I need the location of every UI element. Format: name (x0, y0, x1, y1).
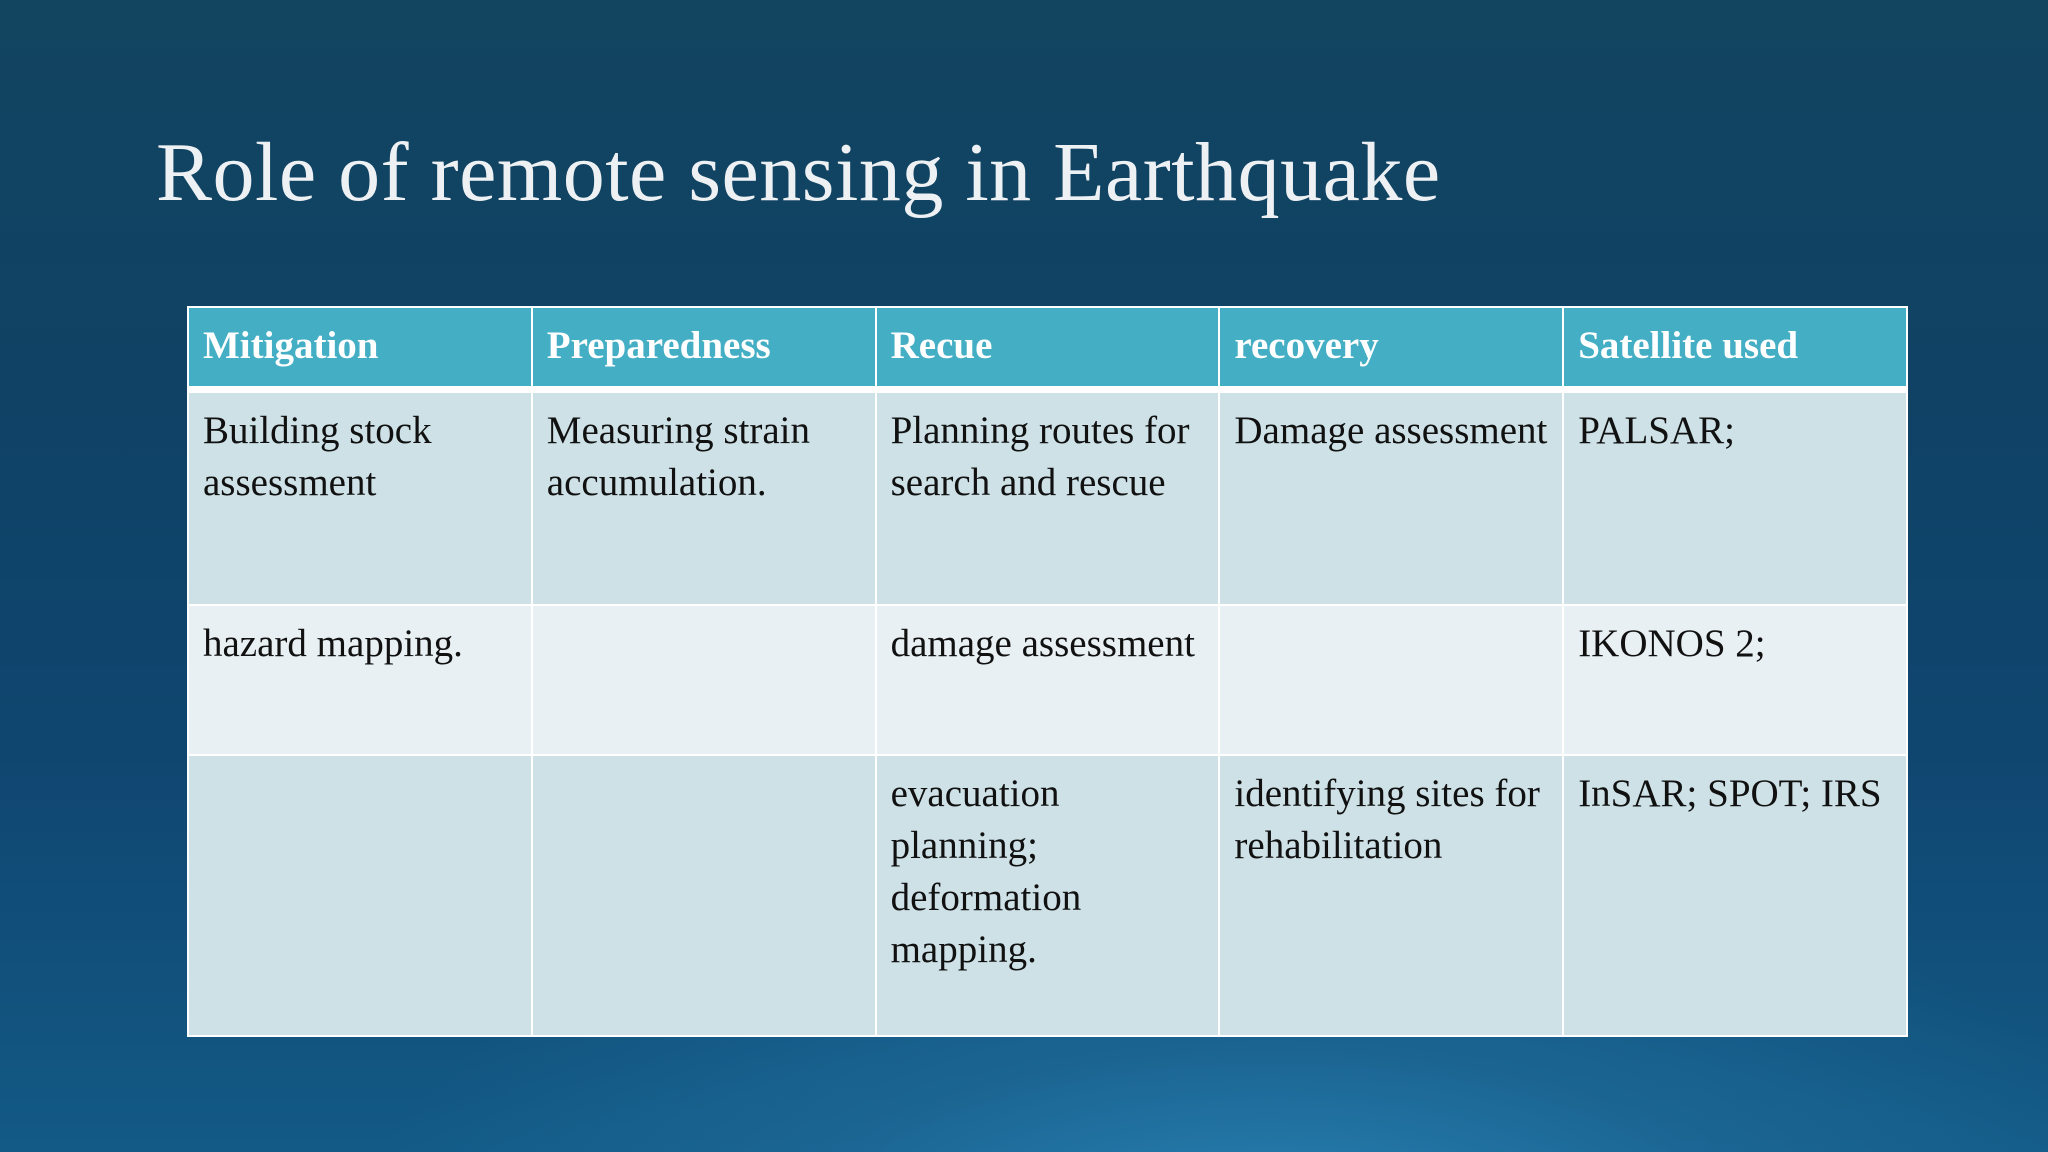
table-cell (532, 605, 876, 755)
table-cell: hazard mapping. (188, 605, 532, 755)
table-cell: PALSAR; (1563, 389, 1907, 605)
table-cell: InSAR; SPOT; IRS (1563, 755, 1907, 1036)
table-cell: IKONOS 2; (1563, 605, 1907, 755)
table-cell (532, 755, 876, 1036)
table-cell (188, 755, 532, 1036)
table-row (188, 389, 1907, 605)
header-preparedness: Preparedness (532, 307, 876, 389)
earthquake-remote-sensing-table (187, 306, 1908, 1037)
table-cell: Damage assessment (1219, 389, 1563, 605)
table-cell: damage assessment (876, 605, 1220, 755)
table-cell: identifying sites for rehabilitation (1219, 755, 1563, 1036)
table-cell: Building stock assessment (188, 389, 532, 605)
table-cell: Planning routes for search and rescue (876, 389, 1220, 605)
table-row (188, 605, 1907, 755)
table-row (188, 755, 1907, 1036)
table-cell (1219, 605, 1563, 755)
header-recovery: recovery (1219, 307, 1563, 389)
header-satellite-used: Satellite used (1563, 307, 1907, 389)
table-header-row (188, 307, 1907, 389)
header-mitigation: Mitigation (188, 307, 532, 389)
table-cell: Measuring strain accumulation. (532, 389, 876, 605)
header-rescue: Recue (876, 307, 1220, 389)
slide-title: Role of remote sensing in Earthquake (156, 126, 1441, 219)
table-cell: evacuation planning; deformation mapping. (876, 755, 1220, 1036)
data-table (187, 306, 1908, 1037)
